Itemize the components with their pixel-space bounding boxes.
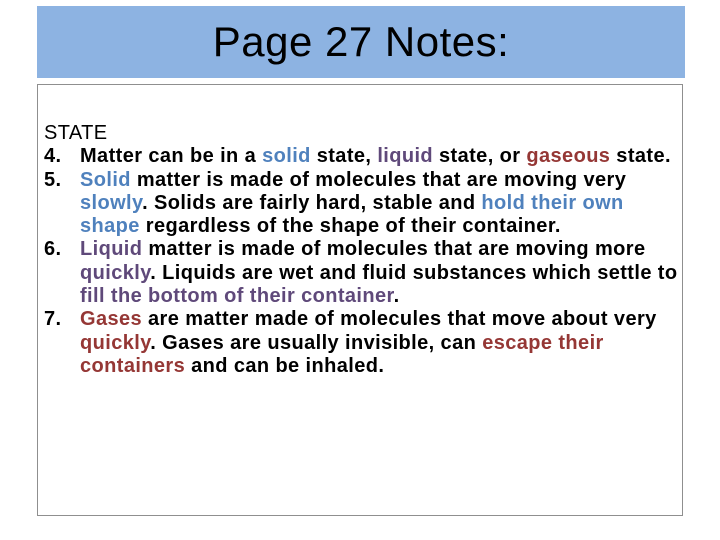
highlighted-term: solid: [262, 145, 311, 168]
note-text: and can be inhaled.: [185, 354, 385, 377]
note-text: are matter made of molecules that move about very: [142, 308, 657, 331]
note-text: .: [393, 285, 400, 308]
note-text: regardless of the shape of their container.: [139, 215, 561, 238]
highlighted-term: Solid: [80, 168, 131, 191]
highlighted-term: Liquid: [80, 238, 143, 261]
note-number: 4.: [44, 145, 62, 168]
title-bar: [37, 6, 685, 78]
note-item: [44, 238, 682, 308]
note-text: matter is made of molecules that are moving more: [142, 238, 646, 261]
page-title: Page 27 Notes:: [212, 18, 510, 65]
highlighted-term: gaseous: [526, 145, 611, 168]
highlighted-term: quickly: [80, 261, 151, 284]
note-text: . Liquids are wet and fluid substances which settle to: [150, 261, 678, 284]
notes-content: [37, 84, 683, 516]
notes-list: [44, 145, 682, 378]
section-heading: STATE: [44, 122, 108, 144]
note-item: [44, 169, 682, 239]
note-text: . Gases are usually invisible, can: [150, 331, 483, 354]
highlighted-term: escape their containers: [80, 331, 604, 377]
highlighted-term: fill the bottom of their container: [80, 285, 394, 308]
note-text: matter is made of molecules that are moving very: [130, 168, 627, 191]
highlighted-term: slowly: [80, 191, 143, 214]
note-number: 6.: [44, 238, 62, 261]
note-text: state, or: [433, 145, 527, 168]
note-item: [44, 308, 682, 378]
note-text: Matter can be in a: [80, 145, 263, 168]
note-text: state.: [610, 145, 671, 168]
note-text: . Solids are fairly hard, stable and: [142, 191, 482, 214]
note-item: [44, 145, 682, 168]
highlighted-term: quickly: [80, 331, 151, 354]
highlighted-term: Gases: [80, 308, 143, 331]
highlighted-term: hold their own shape: [80, 191, 624, 238]
highlighted-term: liquid: [377, 145, 434, 168]
note-number: 7.: [44, 308, 62, 331]
note-text: state,: [310, 145, 378, 168]
note-number: 5.: [44, 168, 62, 191]
